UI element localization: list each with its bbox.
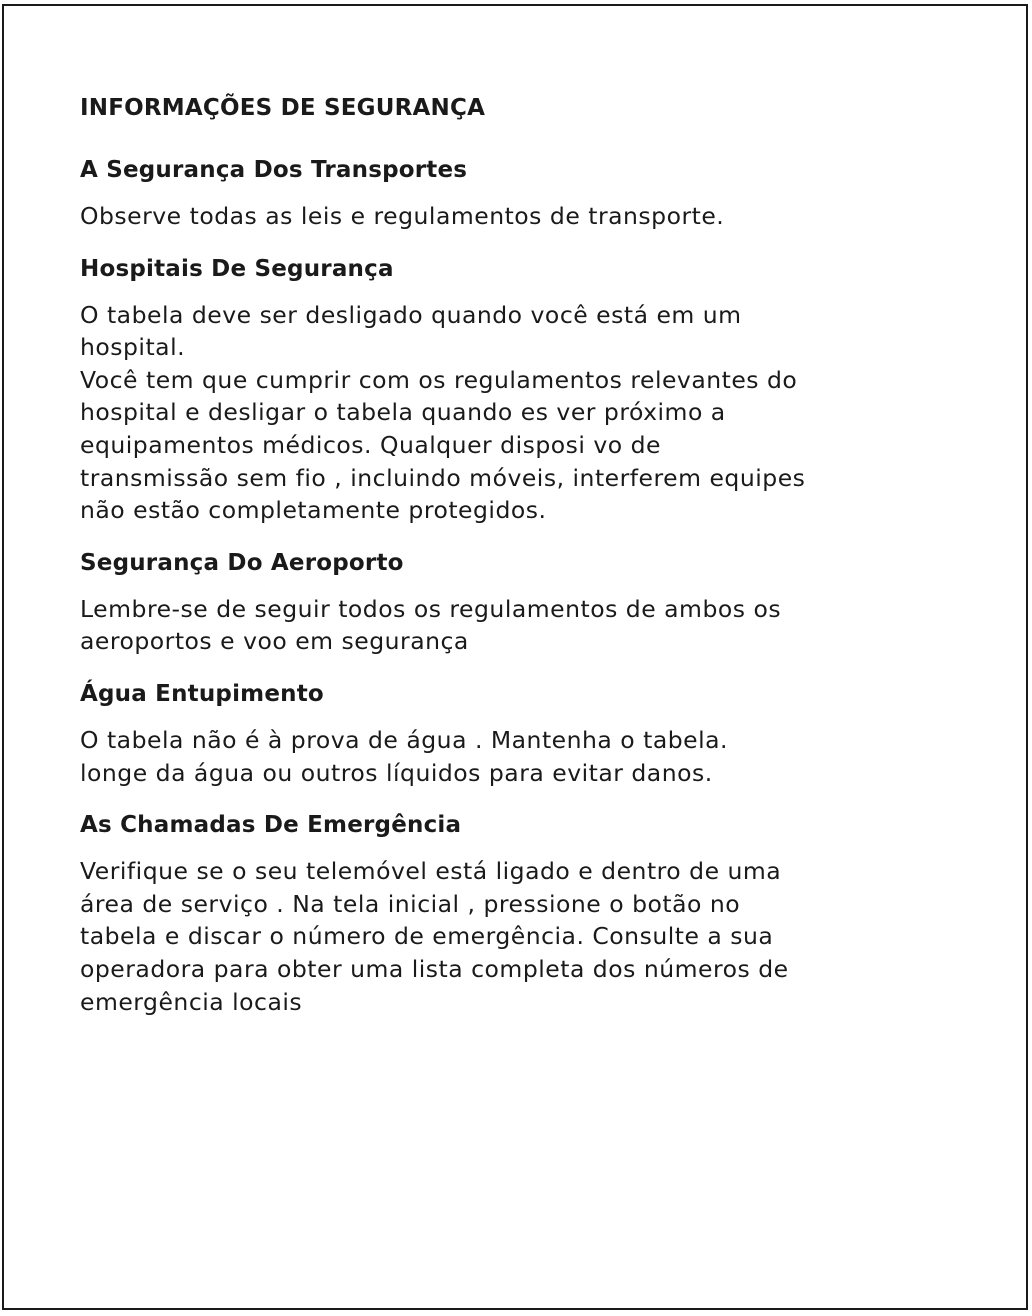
body-line: área de serviço . Na tela inicial , pressione o botão no <box>80 889 741 918</box>
body-line: equipamentos médicos. Qualquer disposi vo de <box>80 430 662 459</box>
body-line: hospital e desligar o tabela quando es ver próximo a <box>80 398 726 427</box>
section-body <box>80 724 960 789</box>
section-body <box>80 855 960 1018</box>
body-line: Observe todas as leis e regulamentos de transporte. <box>80 202 725 230</box>
section-heading: Hospitais De Segurança <box>80 255 394 282</box>
body-line: operadora para obter uma lista completa dos números de <box>80 954 789 983</box>
document-page <box>2 4 1028 1310</box>
section-body <box>80 593 960 658</box>
body-line: aeroportos e voo em segurança <box>80 627 469 656</box>
section-heading: As Chamadas De Emergência <box>80 812 462 839</box>
section-hospital-safety <box>80 253 960 527</box>
section-body <box>80 299 960 527</box>
body-line: emergência locais <box>80 987 303 1016</box>
section-heading: Água Entupimento <box>80 680 324 707</box>
section-transport-safety <box>80 154 960 233</box>
document-title: INFORMAÇÕES DE SEGURANÇA <box>80 95 486 121</box>
section-heading: Segurança Do Aeroporto <box>80 549 404 576</box>
body-line: Verifique se o seu telemóvel está ligado e dentro de uma <box>80 857 782 886</box>
section-water-damage <box>80 678 960 789</box>
section-emergency-calls <box>80 809 960 1018</box>
body-line: hospital. <box>80 333 186 362</box>
body-line: longe da água ou outros líquidos para evitar danos. <box>80 758 713 787</box>
body-line: O tabela deve ser desligado quando você está em um <box>80 300 742 329</box>
body-line: tabela e discar o número de emergência. Consulte a sua <box>80 922 774 951</box>
body-line: O tabela não é à prova de água . Mantenha o tabela. <box>80 725 729 754</box>
body-line: Você tem que cumprir com os regulamentos relevantes do <box>80 365 798 394</box>
body-line: Lembre-se de seguir todos os regulamentos de ambos os <box>80 594 782 623</box>
section-body <box>80 200 960 233</box>
body-line: transmissão sem fio , incluindo móveis, interferem equipes <box>80 463 806 492</box>
document-content <box>80 92 960 1038</box>
body-line: não estão completamente protegidos. <box>80 496 547 525</box>
section-heading: A Segurança Dos Transportes <box>80 157 468 183</box>
section-airport-safety <box>80 547 960 658</box>
